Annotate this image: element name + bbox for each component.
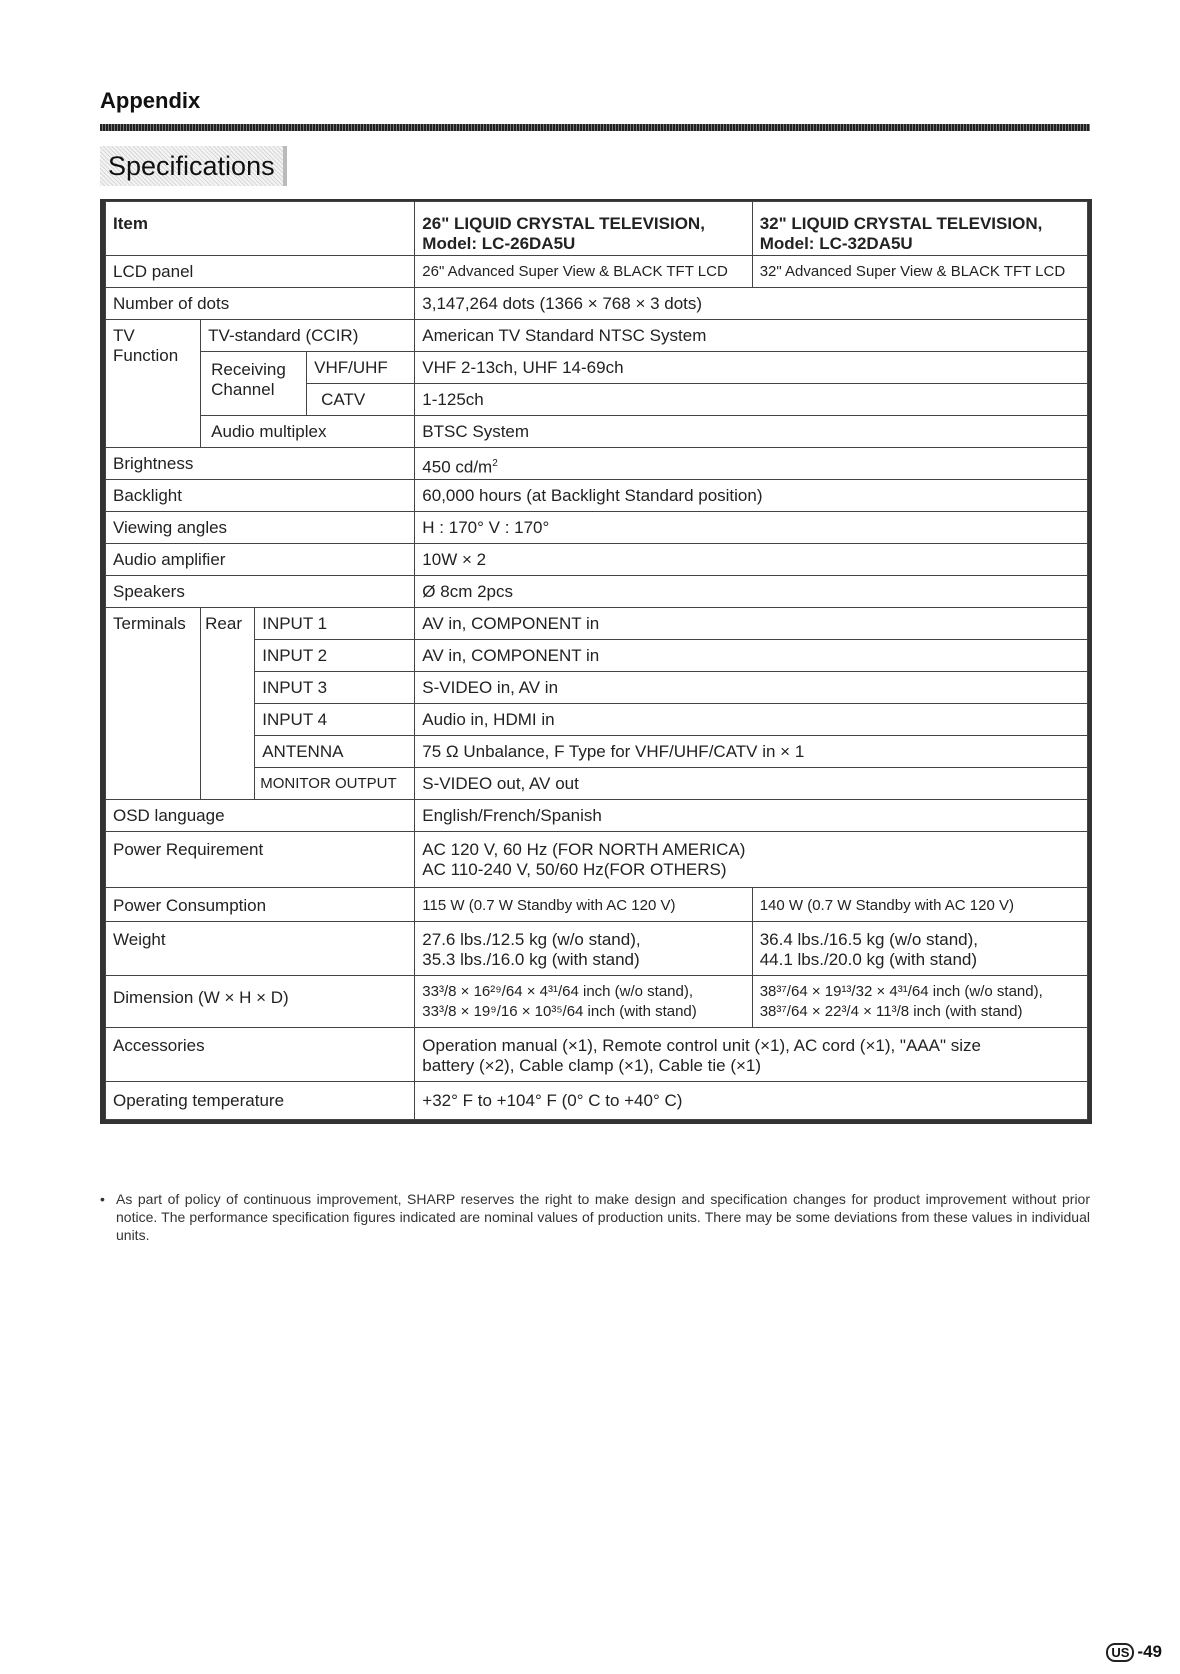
spec-table [100, 199, 1092, 1124]
row-value: AV in, COMPONENT in [415, 608, 1088, 640]
row-value: Operation manual (×1), Remote control unit (×1), AC cord (×1), "AAA" size battery (×2), Cable clamp (×1), Cable tie (×1) [415, 1028, 1088, 1082]
row-label: TV-standard (CCIR) [201, 320, 415, 352]
col-26-header: 26" LIQUID CRYSTAL TELEVISION, Model: LC-26DA5U [415, 202, 752, 256]
row-label: INPUT 1 [255, 608, 415, 640]
row-value: 33³/8 × 16²⁹/64 × 4³¹/64 inch (w/o stand), 33³/8 × 19⁹/16 × 10³⁵/64 inch (with stand) [415, 976, 752, 1028]
table-row [106, 608, 1088, 640]
row-label: INPUT 3 [255, 672, 415, 704]
page-title: Specifications [100, 146, 287, 186]
row-label: OSD language [106, 800, 415, 832]
row-value: English/French/Spanish [415, 800, 1088, 832]
row-label: Power Consumption [106, 888, 415, 922]
row-label: Brightness [106, 448, 415, 480]
table-row [106, 1028, 1088, 1082]
row-value: BTSC System [415, 416, 1088, 448]
row-value: Audio in, HDMI in [415, 704, 1088, 736]
table-row [106, 480, 1088, 512]
row-label: Terminals [106, 608, 201, 800]
row-value: 115 W (0.7 W Standby with AC 120 V) [415, 888, 752, 922]
row-label: Accessories [106, 1028, 415, 1082]
row-label: TV Function [106, 320, 201, 448]
table-row [106, 352, 1088, 384]
row-value: 75 Ω Unbalance, F Type for VHF/UHF/CATV in × 1 [415, 736, 1088, 768]
row-value: 27.6 lbs./12.5 kg (w/o stand), 35.3 lbs./16.0 kg (with stand) [415, 922, 752, 976]
row-label: Audio multiplex [201, 416, 415, 448]
row-label: Operating temperature [106, 1082, 415, 1120]
row-value: American TV Standard NTSC System [415, 320, 1088, 352]
col-item-header: Item [106, 202, 415, 256]
row-value: 1-125ch [415, 384, 1088, 416]
table-row [106, 320, 1088, 352]
row-label: Viewing angles [106, 512, 415, 544]
table-header-row [106, 202, 1088, 256]
footnote-text: As part of policy of continuous improvement, SHARP reserves the right to make design and specification changes for product improvement without prior notice. The performance specification figures indicated are nominal values of production units. There may be some deviations from these values in individual units. [116, 1191, 1090, 1243]
row-value: 38³⁷/64 × 19¹³/32 × 4³¹/64 inch (w/o stand), 38³⁷/64 × 22³/4 × 11³/8 inch (with stand) [752, 976, 1087, 1028]
header-rule [100, 124, 1090, 131]
row-label: Speakers [106, 576, 415, 608]
footnote [100, 1190, 1090, 1244]
table-row [106, 448, 1088, 480]
row-value: Ø 8cm 2pcs [415, 576, 1088, 608]
table-row [106, 544, 1088, 576]
row-value: 32" Advanced Super View & BLACK TFT LCD [752, 256, 1087, 288]
row-value: 60,000 hours (at Backlight Standard position) [415, 480, 1088, 512]
row-value: 36.4 lbs./16.5 kg (w/o stand), 44.1 lbs./20.0 kg (with stand) [752, 922, 1087, 976]
row-label: Rear [201, 608, 255, 800]
row-label: ANTENNA [255, 736, 415, 768]
row-label: Weight [106, 922, 415, 976]
row-label: INPUT 4 [255, 704, 415, 736]
row-value: S-VIDEO out, AV out [415, 768, 1088, 800]
row-label: Power Requirement [106, 832, 415, 888]
section-title: Appendix [100, 88, 201, 113]
table-row [106, 256, 1088, 288]
table-row [106, 976, 1088, 1028]
row-label: Backlight [106, 480, 415, 512]
table-row [106, 800, 1088, 832]
row-value: S-VIDEO in, AV in [415, 672, 1088, 704]
row-value: 26" Advanced Super View & BLACK TFT LCD [415, 256, 752, 288]
row-label: LCD panel [106, 256, 415, 288]
row-value: AC 120 V, 60 Hz (FOR NORTH AMERICA) AC 110-240 V, 50/60 Hz(FOR OTHERS) [415, 832, 1088, 888]
row-value: 140 W (0.7 W Standby with AC 120 V) [752, 888, 1087, 922]
table-row [106, 832, 1088, 888]
row-value: AV in, COMPONENT in [415, 640, 1088, 672]
row-label: Receiving Channel [201, 352, 307, 416]
table-row [106, 1082, 1088, 1120]
table-row [106, 576, 1088, 608]
row-label: VHF/UHF [307, 352, 415, 384]
table-row [106, 288, 1088, 320]
footnote-bullet: • [100, 1191, 105, 1207]
col-32-header: 32" LIQUID CRYSTAL TELEVISION, Model: LC-32DA5U [752, 202, 1087, 256]
row-value: 450 $cd/m^2$ [415, 448, 1088, 480]
row-label: INPUT 2 [255, 640, 415, 672]
row-value: 3,147,264 dots (1366 × 768 × 3 dots) [415, 288, 1088, 320]
table-row [106, 512, 1088, 544]
row-label: Dimension (W × H × D) [106, 976, 415, 1028]
row-label: MONITOR OUTPUT [255, 768, 415, 800]
row-label: Audio amplifier [106, 544, 415, 576]
page-number: US -49 [1106, 1642, 1162, 1662]
row-label: Number of dots [106, 288, 415, 320]
region-badge: US [1106, 1643, 1134, 1662]
row-label: CATV [307, 384, 415, 416]
table-row [106, 922, 1088, 976]
row-value: VHF 2-13ch, UHF 14-69ch [415, 352, 1088, 384]
table-row [106, 888, 1088, 922]
row-value: +32° F to +104° F (0° C to +40° C) [415, 1082, 1088, 1120]
row-value: 10W × 2 [415, 544, 1088, 576]
row-value: H : 170° V : 170° [415, 512, 1088, 544]
table-row [106, 416, 1088, 448]
